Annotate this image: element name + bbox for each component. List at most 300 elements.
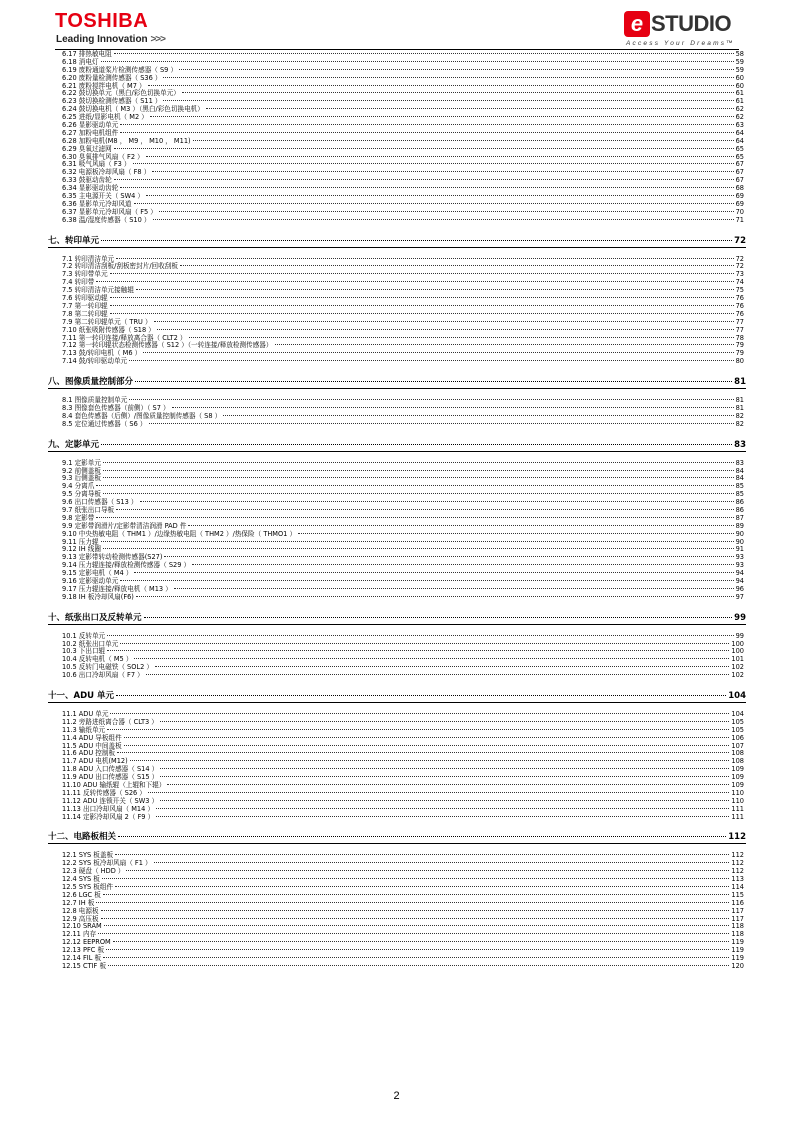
toc-entry-title: 9.15 定影电机（ M4 ）	[62, 569, 133, 578]
toc-entry-page: 100	[731, 639, 744, 648]
toc-entry-title: 6.24 鼓切换电机（ M3 ）（黑白/彩色切换电机）	[62, 105, 204, 114]
toc-entry-page: 109	[731, 773, 744, 782]
toc-entry[interactable]	[60, 963, 746, 971]
dot-leader	[180, 265, 734, 266]
dot-leader	[152, 171, 733, 172]
toc-entry-page: 90	[735, 537, 744, 546]
dot-leader	[154, 321, 734, 322]
toc-entry-title: 12.8 电源板	[62, 906, 99, 915]
toc-entry[interactable]	[60, 868, 746, 876]
dot-leader	[143, 352, 733, 353]
dot-leader	[103, 470, 734, 471]
toc-entry-page: 111	[731, 812, 744, 821]
toc-entry[interactable]	[60, 499, 746, 507]
toc-entry-page: 67	[735, 160, 744, 169]
dot-leader	[118, 836, 726, 837]
toc-entry-title: 11.4 ADU 导板组件	[62, 733, 122, 742]
toc-chapter[interactable]	[48, 236, 746, 248]
toc-entry-title: 6.18 消电灯	[62, 57, 99, 66]
toc-entry-page: 94	[735, 576, 744, 585]
toc-entry-page: 104	[731, 710, 744, 718]
toc-entry-page: 83	[735, 458, 744, 467]
dot-leader	[129, 360, 733, 361]
toc-entry-title: 6.27 加粉电机组件	[62, 128, 119, 137]
toc-entry-title: 7.6 转印驱动辊	[62, 294, 108, 303]
dot-leader	[96, 281, 733, 282]
toc-entry[interactable]	[60, 719, 746, 727]
dot-leader	[167, 784, 729, 785]
dot-leader	[146, 156, 734, 157]
toc-entry-title: 6.37 显影单元冷却风扇（ F5 ）	[62, 207, 157, 216]
toc-entry-page: 113	[731, 875, 744, 884]
toc-entry-page: 100	[731, 647, 744, 656]
toc-entry-title: 9.11 压力辊	[62, 537, 99, 546]
toc-chapter[interactable]	[48, 440, 746, 452]
toc-entry-title: 6.17 排热敏电阻	[62, 50, 112, 58]
toc-entry[interactable]	[60, 594, 746, 602]
dot-leader	[98, 933, 729, 934]
toc-entry-title: 11.2 旁路进纸离合器（ CLT3 ）	[62, 717, 158, 726]
toc-entry[interactable]	[60, 279, 746, 287]
toc-entry-title: 11.13 出口冷却风扇（ M14 ）	[62, 804, 154, 813]
toc-entry-page: 59	[735, 57, 744, 66]
toc-entry-title: 12.10 SRAM	[62, 922, 102, 931]
toc-entry-title: 6.36 显影单元冷却风道	[62, 199, 132, 208]
toc-entry[interactable]	[60, 185, 746, 193]
toc-entry[interactable]	[60, 51, 746, 59]
toc-entry[interactable]	[60, 75, 746, 83]
toc-entry-title: 12.1 SYS 板盖板	[62, 851, 114, 860]
toc-entry-title: 7.14 鼓/转印驱动单元	[62, 357, 128, 366]
toc-entry-title: 8.5 定位通过传感器（ S6 ）	[62, 419, 147, 428]
toc-entry-title: 11.5 ADU 中间盖板	[62, 741, 122, 750]
toc-entry-title: 9.9 定影带润滑片/定影带清洁润滑 PAD 件	[62, 521, 187, 530]
tagline-chevrons: >>>	[150, 34, 165, 45]
toc-entry[interactable]	[60, 303, 746, 311]
toc-entry-title: 12.6 LGC 板	[62, 890, 101, 899]
toc-entry-page: 114	[731, 883, 744, 892]
toc-entry[interactable]	[60, 350, 746, 358]
toc-entry[interactable]	[60, 271, 746, 279]
toc-entry[interactable]	[60, 735, 746, 743]
toc-entry-title: 6.26 显影驱动单元	[62, 121, 119, 130]
toc-chapter[interactable]	[48, 832, 746, 844]
toc-entry-page: 94	[735, 569, 744, 578]
toc-entry-page: 67	[735, 168, 744, 177]
toc-entry-title: 6.25 进纸/显影电机（ M2 ）	[62, 113, 148, 122]
toc-chapter-page: 99	[734, 612, 746, 623]
toc-entry[interactable]	[60, 263, 746, 271]
toc-entry[interactable]	[60, 766, 746, 774]
toc-entry[interactable]	[60, 483, 746, 491]
dot-leader	[116, 695, 726, 696]
toc-entry[interactable]	[60, 475, 746, 483]
toc-entry-title: 7.10 纸张吸附传感器（ S18 ）	[62, 325, 155, 334]
toc-entry[interactable]	[60, 507, 746, 515]
dot-leader	[120, 132, 733, 133]
toc-entry[interactable]	[60, 672, 746, 680]
toc-entry-title: 9.13 定影带转动检测传感器(S27)	[62, 553, 163, 562]
toc-entry[interactable]	[60, 656, 746, 664]
toc-entry-page: 65	[735, 144, 744, 153]
toc-entry[interactable]	[60, 586, 746, 594]
toc-entry-title: 12.14 FIL 板	[62, 954, 102, 963]
toc-entry[interactable]	[60, 122, 746, 130]
toc-entry-page: 117	[731, 914, 744, 923]
toc-entry-page: 79	[735, 349, 744, 358]
toc-entry-title: 12.13 PFC 板	[62, 946, 105, 955]
toc-entry-title: 6.34 显影驱动齿轮	[62, 184, 119, 193]
toc-entry-title: 6.21 废粉搅拌电机（ M7 ）	[62, 81, 146, 90]
toc-entry-page: 74	[735, 278, 744, 287]
toc-entry-title: 12.7 IH 板	[62, 898, 95, 907]
toc-entry-page: 72	[735, 262, 744, 271]
toc-entry[interactable]	[60, 193, 746, 201]
toc-entry[interactable]	[60, 955, 746, 963]
toc-chapter[interactable]	[48, 691, 746, 703]
toc-entry-title: 11.3 输纸单元	[62, 725, 106, 734]
toc-entry[interactable]	[60, 641, 746, 649]
toc-entry-title: 9.1 定影单元	[62, 458, 101, 467]
dot-leader	[124, 737, 730, 738]
toc-chapter-title: 十一、ADU 单元	[48, 691, 114, 701]
toc-entry[interactable]	[60, 413, 746, 421]
toc-entry[interactable]	[60, 201, 746, 209]
toc-entry-page: 119	[731, 954, 744, 963]
toc-entry[interactable]	[60, 758, 746, 766]
toc-entry[interactable]	[60, 947, 746, 955]
dot-leader	[188, 525, 733, 526]
dot-leader	[133, 163, 734, 164]
toc-entry-title: 7.1 转印清洁单元	[62, 254, 115, 263]
toc-entry[interactable]	[60, 154, 746, 162]
dot-leader	[146, 195, 734, 196]
dot-leader	[148, 85, 734, 86]
toc-entry-title: 9.8 定影带	[62, 513, 95, 522]
toc-entry-page: 76	[735, 294, 744, 303]
toc-entry-page: 93	[735, 561, 744, 570]
toc-entry[interactable]	[60, 750, 746, 758]
toc-entry-title: 6.23 鼓切换检测传感器（ S11 ）	[62, 97, 162, 106]
toc-entry-title: 12.3 硬盘（ HDD ）	[62, 867, 125, 876]
toc-entry-page: 118	[731, 930, 744, 939]
toc-entry[interactable]	[60, 916, 746, 924]
dot-leader	[160, 800, 729, 801]
toc-entry[interactable]	[60, 146, 746, 154]
toc-entry-page: 69	[735, 192, 744, 201]
toc-entry-title: 11.6 ADU 控制板	[62, 749, 116, 758]
header-rule	[55, 49, 739, 50]
toc-entry-page: 58	[735, 50, 744, 58]
toshiba-tagline	[56, 34, 165, 45]
dot-leader	[223, 415, 733, 416]
toc-entry-page: 117	[731, 906, 744, 915]
toc-entry-page: 60	[735, 73, 744, 82]
table-of-contents	[48, 50, 746, 971]
dot-leader	[160, 721, 730, 722]
toc-entry[interactable]	[60, 114, 746, 122]
toc-entry[interactable]	[60, 161, 746, 169]
tagline-text: Leading Innovation	[56, 34, 148, 45]
toc-entry-page: 99	[735, 631, 744, 640]
toc-entry-page: 64	[735, 128, 744, 137]
toc-chapter-page: 81	[734, 377, 746, 388]
toc-entry-title: 12.11 内存	[62, 930, 97, 939]
toc-entry-page: 118	[731, 922, 744, 931]
toc-entry-page: 86	[735, 505, 744, 514]
toc-chapter-title: 八、图像质量控制部分	[48, 377, 134, 388]
toc-entry-title: 12.2 SYS 板冷却风扇（ F1 ）	[62, 859, 152, 868]
toc-entry-page: 59	[735, 65, 744, 74]
toc-entry-title: 11.12 ADU 连锁开关（ SW3 ）	[62, 796, 159, 805]
dot-leader	[134, 203, 734, 204]
toc-entry[interactable]	[60, 468, 746, 476]
page-header	[0, 0, 793, 52]
toc-entry[interactable]	[60, 860, 746, 868]
toc-entry[interactable]	[60, 570, 746, 578]
dot-leader	[96, 485, 733, 486]
toc-entry-title: 7.7 第一转印辊	[62, 301, 108, 310]
toc-entry-page: 84	[735, 474, 744, 483]
toc-entry[interactable]	[60, 342, 746, 350]
toc-entry-page: 108	[731, 757, 744, 766]
toc-entry[interactable]	[60, 892, 746, 900]
dot-leader	[156, 808, 729, 809]
toc-entry-title: 9.17 压力辊连接/释放电机（ M13 ）	[62, 584, 172, 593]
toc-entry[interactable]	[60, 790, 746, 798]
toc-entry[interactable]	[60, 546, 746, 554]
dot-leader	[134, 658, 729, 659]
dot-leader	[103, 894, 730, 895]
toc-entry-title: 10.3 下出口辊	[62, 647, 106, 656]
toc-entry-title: 12.4 SYS 板	[62, 875, 100, 884]
dot-leader	[103, 477, 734, 478]
dot-leader	[154, 862, 730, 863]
toc-entry-title: 11.8 ADU 入口传感器（ S14 ）	[62, 765, 159, 774]
toc-entry-title: 9.14 压力辊连接/释放检测传感器（ S29 ）	[62, 561, 191, 570]
toc-entry-page: 112	[731, 859, 744, 868]
toc-entry-title: 7.9 第二转印辊单元（ TRU ）	[62, 317, 152, 326]
dot-leader	[96, 902, 729, 903]
dot-leader	[113, 941, 730, 942]
toc-entry[interactable]	[60, 358, 746, 366]
toc-entry-page: 82	[735, 411, 744, 420]
dot-leader	[103, 493, 734, 494]
toc-entry[interactable]	[60, 539, 746, 547]
dot-leader	[144, 617, 733, 618]
toc-entry-page: 67	[735, 176, 744, 185]
toc-entry-page: 70	[735, 207, 744, 216]
toc-entry-page: 61	[735, 89, 744, 98]
dot-leader	[108, 965, 729, 966]
dot-leader	[120, 643, 729, 644]
dot-leader	[298, 533, 734, 534]
dot-leader	[135, 381, 732, 382]
toc-entry[interactable]	[60, 798, 746, 806]
toc-entry-title: 7.11 第一转印连接/释放离合器（ CLT2 ）	[62, 333, 187, 342]
toc-entry[interactable]	[60, 923, 746, 931]
toc-entry-page: 119	[731, 938, 744, 947]
toc-entry-page: 71	[735, 215, 744, 224]
toc-entry-title: 12.9 高压板	[62, 914, 99, 923]
toc-entry-page: 76	[735, 301, 744, 310]
toc-entry[interactable]	[60, 876, 746, 884]
toc-entry-title: 11.10 ADU 输纸辊（上辊和下辊）	[62, 781, 166, 790]
dot-leader	[163, 100, 733, 101]
toc-entry-title: 11.9 ADU 出口传感器（ S15 ）	[62, 773, 159, 782]
toc-entry[interactable]	[60, 908, 746, 916]
toc-entry-page: 63	[735, 121, 744, 130]
toc-entry-page: 85	[735, 482, 744, 491]
toc-entry[interactable]	[60, 664, 746, 672]
dot-leader	[103, 548, 734, 549]
toc-entry[interactable]	[60, 727, 746, 735]
toc-entry-title: 6.30 臭氧排气风扇（ F2 ）	[62, 152, 144, 161]
toc-entry[interactable]	[60, 852, 746, 860]
toc-entry-page: 112	[731, 867, 744, 876]
toc-entry-title: 6.33 鼓驱动齿轮	[62, 176, 112, 185]
toc-entry[interactable]	[60, 177, 746, 185]
toc-entry[interactable]	[60, 711, 746, 719]
toc-entry-title: 12.15 CTIF 板	[62, 961, 107, 970]
dot-leader	[159, 211, 734, 212]
toc-entry-page: 68	[735, 184, 744, 193]
toc-entry[interactable]	[60, 806, 746, 814]
toc-entry-page: 106	[731, 733, 744, 742]
toc-entry-page: 105	[731, 717, 744, 726]
toc-entry-title: 7.8 第二转印辊	[62, 309, 108, 318]
toc-entry-title: 9.3 后侧盖板	[62, 474, 101, 483]
toc-entry[interactable]	[60, 138, 746, 146]
toc-entry[interactable]	[60, 531, 746, 539]
toc-entry[interactable]	[60, 460, 746, 468]
dot-leader	[110, 297, 734, 298]
dot-leader	[101, 918, 730, 919]
toc-entry-page: 80	[735, 357, 744, 366]
toc-entry-page: 89	[735, 521, 744, 530]
toc-entry[interactable]	[60, 633, 746, 641]
toc-entry-title: 10.5 反转门电磁铁（ SOL2 ）	[62, 663, 153, 672]
toc-entry[interactable]	[60, 217, 746, 225]
toc-entry-page: 64	[735, 136, 744, 145]
toc-entry[interactable]	[60, 814, 746, 822]
dot-leader	[114, 53, 734, 54]
toc-entry-page: 77	[735, 325, 744, 334]
toc-entry-page: 101	[731, 655, 744, 664]
dot-leader	[179, 69, 734, 70]
toc-entry-page: 115	[731, 890, 744, 899]
toc-entry[interactable]	[60, 648, 746, 656]
dot-leader	[136, 289, 734, 290]
toc-entry-title: 6.32 电源板冷却风扇（ F8 ）	[62, 168, 151, 177]
toc-entry[interactable]	[60, 311, 746, 319]
toc-entry[interactable]	[60, 90, 746, 98]
toc-entry[interactable]	[60, 782, 746, 790]
toc-entry[interactable]	[60, 295, 746, 303]
toc-entry[interactable]	[60, 900, 746, 908]
toc-entry[interactable]	[60, 931, 746, 939]
dot-leader	[107, 635, 733, 636]
estudio-wordmark: STUDIO	[651, 11, 732, 36]
toc-chapter-page: 112	[728, 832, 746, 843]
toc-chapter-title: 十、纸张出口及反转单元	[48, 612, 142, 623]
toc-entry[interactable]	[60, 169, 746, 177]
toc-entry-title: 7.5 转印清洁单元接触辊	[62, 286, 134, 295]
toc-entry-title: 9.5 分离导板	[62, 490, 101, 499]
toc-entry-title: 7.2 转印清洁刮板/刮板密封片/回收刮板	[62, 262, 178, 271]
dot-leader	[115, 854, 729, 855]
toc-chapter[interactable]	[48, 613, 746, 625]
dot-leader	[174, 588, 734, 589]
dot-leader	[164, 556, 733, 557]
dot-leader	[110, 273, 734, 274]
dot-leader	[120, 124, 733, 125]
dot-leader	[96, 517, 733, 518]
toc-entry[interactable]	[60, 491, 746, 499]
dot-leader	[101, 61, 734, 62]
dot-leader	[114, 179, 734, 180]
dot-leader	[101, 541, 734, 542]
toc-chapter-title: 十二、电路板相关	[48, 832, 117, 843]
dot-leader	[116, 509, 733, 510]
toc-entry-title: 12.12 EEPROM	[62, 938, 111, 947]
toc-entry-page: 75	[735, 286, 744, 295]
dot-leader	[114, 148, 734, 149]
toc-entry-title: 10.2 纸张出口单元	[62, 639, 119, 648]
dot-leader	[101, 444, 732, 445]
dot-leader	[107, 729, 729, 730]
toc-entry-title: 9.2 前侧盖板	[62, 466, 101, 475]
toc-entry[interactable]	[60, 421, 746, 429]
toc-entry-title: 9.12 IH 线圈	[62, 545, 101, 554]
toc-chapter-title: 九、定影单元	[48, 439, 100, 450]
toc-entry-title: 6.19 废粉通道桨片检测传感器（ S9 ）	[62, 65, 178, 74]
toc-chapter-page: 83	[734, 439, 746, 450]
toc-entry-page: 105	[731, 725, 744, 734]
dot-leader	[193, 140, 734, 141]
dot-leader	[160, 776, 729, 777]
dot-leader	[110, 305, 734, 306]
toc-entry[interactable]	[60, 67, 746, 75]
dot-leader	[101, 240, 732, 241]
toc-entry[interactable]	[60, 319, 746, 327]
dot-leader	[192, 564, 734, 565]
toc-entry[interactable]	[60, 287, 746, 295]
toc-entry[interactable]	[60, 743, 746, 751]
dot-leader	[275, 344, 734, 345]
toc-entry[interactable]	[60, 209, 746, 217]
toc-chapter-page: 104	[728, 691, 746, 701]
toc-entry[interactable]	[60, 939, 746, 947]
dot-leader	[117, 752, 729, 753]
dot-leader	[103, 957, 729, 958]
dot-leader	[129, 399, 733, 400]
toc-entry[interactable]	[60, 562, 746, 570]
toc-entry-page: 72	[735, 254, 744, 263]
toc-entry-page: 91	[735, 545, 744, 554]
toc-entry-page: 69	[735, 199, 744, 208]
toc-entry-title: 6.35 主电源开关（ SW4 ）	[62, 192, 145, 201]
toc-entry[interactable]	[60, 106, 746, 114]
dot-leader	[156, 816, 729, 817]
toc-chapter[interactable]	[48, 377, 746, 389]
toc-entry-page: 77	[735, 317, 744, 326]
toc-entry-page: 81	[735, 403, 744, 412]
toc-entry-page: 119	[731, 946, 744, 955]
toc-entry[interactable]	[60, 884, 746, 892]
dot-leader	[150, 116, 734, 117]
estudio-logo	[624, 10, 731, 38]
